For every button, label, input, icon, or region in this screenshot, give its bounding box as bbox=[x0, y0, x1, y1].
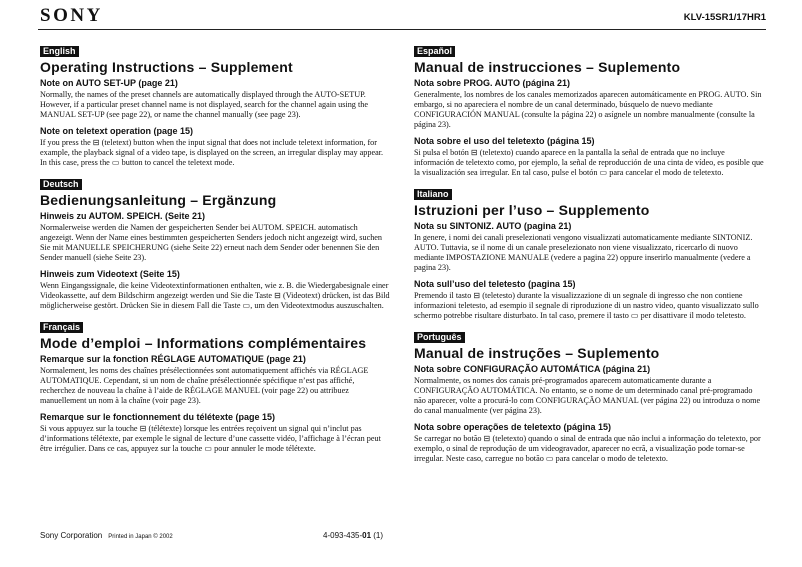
company-name: Sony Corporation bbox=[40, 531, 103, 540]
section-title: Mode d’emploi – Informations complémentaires bbox=[40, 335, 367, 351]
subheading: Note on teletext operation (page 15) bbox=[40, 126, 194, 136]
subheading: Note on AUTO SET-UP (page 21) bbox=[40, 78, 178, 88]
paragraph: Wenn Eingangssignale, die keine Videotextinformationen enthalten, wie z. B. die Wiedergabesignale einer Videokassette, auf dem Bildschirm angezeigt werden und Sie die Taste ⊟ (Videotext) drücken, ist das Bild möglicherweise gestört. Drücken Sie in diesem Fall die Taste ▭, um den Videotextmodus auszuschalten. bbox=[40, 281, 390, 310]
paragraph: Se carregar no botão ⊟ (teletexto) quando o sinal de entrada que não inclui a informação do teletexto, por exemplo, o sinal de reprodução de um videogravador, aparecer no ecrã, a visualização pode tornar-se irregular. Neste caso, carregue no botão ▭ para cancelar o modo de teletexto. bbox=[414, 434, 761, 463]
section-title: Manual de instrucciones – Suplemento bbox=[414, 59, 681, 75]
lang-badge-portugues: Português bbox=[414, 332, 465, 343]
lang-badge-francais: Français bbox=[40, 322, 83, 333]
section-deutsch bbox=[40, 174, 390, 311]
model-number: KLV-15SR1/17HR1 bbox=[683, 12, 766, 23]
subheading: Nota su SINTONIZ. AUTO (pagina 21) bbox=[414, 221, 572, 231]
subheading: Nota sobre PROG. AUTO (página 21) bbox=[414, 78, 571, 88]
left-column bbox=[40, 41, 390, 460]
section-title: Operating Instructions – Supplement bbox=[40, 59, 293, 75]
lang-badge-italiano: Italiano bbox=[414, 189, 452, 200]
subheading: Remarque sur la fonction RÉGLAGE AUTOMATIQUE (page 21) bbox=[40, 354, 306, 364]
paragraph: Premendo il tasto ⊟ (teletesto) durante la visualizzazione di un segnale di ingresso che non contiene informazioni teletesto, ad esempio il segnale di riproduzione di un nastro video, quanto visualizzato sullo schermo potrebbe risultare disturbato. In tal caso, premere il tasto ▭ per disattivare il modo teletesto. bbox=[414, 291, 759, 320]
paragraph: Si pulsa el botón ⊟ (teletexto) cuando aparece en la pantalla la señal de entrada que no incluye información de teletexto como, por ejemplo, la señal de reproducción de una cinta de vídeo, es posible que la visualización sea irregular. En tal caso, pulse el botón ▭ para cancelar el modo de teletexto. bbox=[414, 148, 764, 177]
section-portugues bbox=[414, 327, 764, 464]
paragraph: Normalement, les noms des chaînes présélectionnées sont automatiquement affichés via RÉGLAGE AUTOMATIQUE. Cependant, si un nom de chaîne présélectionnée spécifique n’est pas affiché, recherchez de nouveau la chaîne à l’aide de RÉGLAGE MANUEL (voir page 22) ou attribuez manuellement un nom à la chaîne (voir page 23). bbox=[40, 366, 369, 405]
printed-note: Printed in Japan © 2002 bbox=[108, 534, 173, 540]
paragraph: Normalerweise werden die Namen der gespeicherten Sender bei AUTOM. SPEICH. automatisch angezeigt. Wenn der Name eines bestimmten gespeicherten Senders jedoch nicht angezeigt wird, suchen Sie mit MANUELLE SPEICHERUNG (siehe Seite 22) erneut nach dem Sender oder benennen Sie den Sender manuell (siehe Seite 23). bbox=[40, 223, 383, 262]
footer-company bbox=[40, 531, 173, 540]
subheading: Nota sobre CONFIGURAÇÃO AUTOMÁTICA (página 21) bbox=[414, 364, 651, 374]
subheading: Hinweis zum Videotext (Seite 15) bbox=[40, 269, 180, 279]
paragraph: Si vous appuyez sur la touche ⊟ (télétexte) lorsque les entrées reçoivent un signal qui n’inclut pas d’informations télétexte, par exemple le signal de lecture d’une cassette vidéo, l’affichage à l’écran peut être irrégulier. Dans ce cas, appuyez sur la touche ▭ pour annuler le mode télétexte. bbox=[40, 424, 381, 453]
section-italiano bbox=[414, 184, 764, 321]
subheading: Hinweis zu AUTOM. SPEICH. (Seite 21) bbox=[40, 211, 206, 221]
sony-logo: SONY bbox=[40, 5, 103, 26]
paragraph: Normalmente, os nomes dos canais pré-programados aparecem automaticamente durante a CONFIGURAÇÃO AUTOMÁTICA. No entanto, se o nome de um determinado canal pré-programado não aparecer, volte a procurá-lo com CONFIGURAÇÃO MANUAL (ver página 22) ou introduza o nome do canal manualmente (ver página 23). bbox=[414, 376, 761, 415]
right-column bbox=[414, 41, 764, 470]
code-suffix: (1) bbox=[371, 531, 384, 540]
footer-code bbox=[323, 531, 383, 540]
subheading: Nota sobre operações de teletexto (página 15) bbox=[414, 422, 612, 432]
section-title: Istruzioni per l’uso – Supplemento bbox=[414, 202, 650, 218]
code-prefix: 4-093-435- bbox=[323, 531, 363, 540]
section-title: Bedienungsanleitung – Ergänzung bbox=[40, 192, 277, 208]
page-header bbox=[0, 0, 802, 32]
paragraph: If you press the ⊟ (teletext) button when the input signal that does not include teletext information, for example, the playback signal of a video tape, is displayed on the screen, an irregular display may appear. In this case, press the ▭ button to cancel the teletext mode. bbox=[40, 138, 384, 167]
section-espanol bbox=[414, 41, 764, 178]
lang-badge-english: English bbox=[40, 46, 79, 57]
subheading: Remarque sur le fonctionnement du télétexte (page 15) bbox=[40, 412, 276, 422]
paragraph: Generalmente, los nombres de los canales memorizados aparecen automáticamente en PROG. AUTO. Sin embargo, si no apareciera el nombre de un canal determinado, búsquelo de nuevo mediante CONFIGURACIÓN MANUAL (consulte la página 22) o asígnele un nombre manualmente (consulte la página 23). bbox=[414, 90, 762, 129]
paragraph: Normally, the names of the preset channels are automatically displayed through the AUTO-SETUP. However, if a particular preset channel name is not displayed, search for the channel again using the MANUAL SET-UP (see page 22), or name the channel manually (see page 23). bbox=[40, 90, 368, 119]
paragraph: In genere, i nomi dei canali preselezionati vengono visualizzati automaticamente mediante SINTONIZ. AUTO. Tuttavia, se il nome di un canale preselezionato non viene visualizzato, ricercarlo di nuovo mediante IMPOSTAZIONE MANUALE (vedere a pagina 22) oppure inserirlo manualmente (vedere a pagina 23). bbox=[414, 233, 753, 272]
section-title: Manual de instruções – Suplemento bbox=[414, 345, 660, 361]
lang-badge-deutsch: Deutsch bbox=[40, 179, 82, 190]
code-bold: 01 bbox=[362, 531, 372, 540]
section-english bbox=[40, 41, 390, 168]
lang-badge-espanol: Español bbox=[414, 46, 455, 57]
header-rule bbox=[38, 29, 766, 30]
subheading: Nota sobre el uso del teletexto (página 15) bbox=[414, 136, 595, 146]
subheading: Nota sull’uso del teletesto (pagina 15) bbox=[414, 279, 576, 289]
section-francais bbox=[40, 317, 390, 454]
